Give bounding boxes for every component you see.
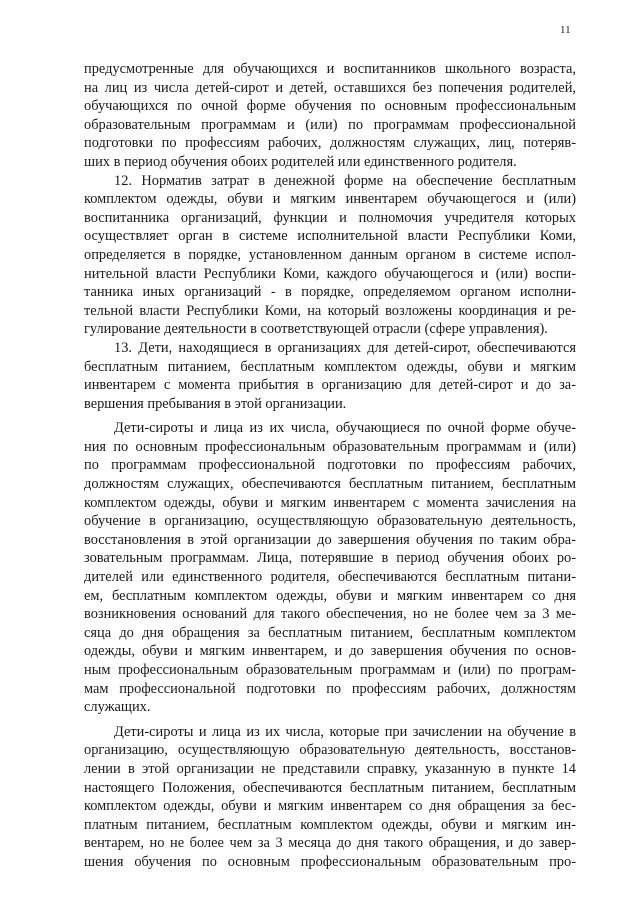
text-line: лении в этой организации не представили справку, указанную в пункте 14 (84, 760, 576, 777)
text-line: шения обучения по основным профессиональным образовательным про- (84, 853, 576, 870)
text-line: 13. Дети, находящиеся в организациях для детей-сирот, обеспечиваются (114, 339, 576, 356)
paragraph-13-orphans-education (84, 419, 576, 717)
text-line: по программам профессиональной подготовки по профессиям рабочих, (84, 457, 576, 474)
text-line: танника иных организаций - в порядке, определяемом органом исполни- (84, 284, 576, 301)
text-line: воспитанника организаций, функции и полномочия учредителя которых (84, 209, 576, 226)
text-line: бесплатным питанием, бесплатным комплектом одежды, обуви и мягким (84, 358, 576, 375)
text-line: мам профессиональной подготовки по профессиям рабочих, должностям (84, 680, 576, 697)
text-line: настоящего Положения, обеспечиваются бесплатным питанием, бесплатным (84, 779, 576, 796)
text-line: нительной власти Республики Коми, каждого обучающегося и (или) воспи- (84, 265, 576, 282)
text-line: вершения пребывания в этой организации. (84, 395, 347, 412)
text-line: ным профессиональным образовательным программам и (или) по програм- (84, 662, 576, 678)
text-line: восстановления в этой организации до завершения обучения по таким обра- (84, 531, 576, 548)
paragraph-13 (84, 339, 576, 413)
text-line: дителей или единственного родителя, обеспечиваются бесплатным питани- (84, 569, 576, 586)
text-line: предусмотренные для обучающихся и воспитанников школьного возраста, (84, 61, 576, 77)
paragraph-13-no-certificate (84, 723, 576, 872)
text-line: осуществляет орган в системе исполнительной власти Республики Коми, (84, 228, 576, 245)
text-line: обучающихся по очной форме обучения по основным профессиональным (84, 98, 576, 115)
text-line: ния по основным профессиональным образовательным программам и (или) (84, 438, 576, 455)
text-line: комплектом одежды, обуви и мягким инвентарем со дня обращения за бес- (84, 798, 576, 815)
paragraph-continuation (84, 60, 576, 172)
text-line: комплектом одежды, обуви и мягким инвентарем обучающегося и (или) (84, 191, 576, 208)
text-line: определяется в порядке, установленном данным органом в системе испол- (84, 246, 576, 263)
text-line: зовательным программам. Лица, потерявшие в период обучения обоих ро- (84, 550, 576, 567)
text-line: вентарем, но не более чем за 3 месяца до дня такого обращения, и до завер- (84, 835, 576, 852)
text-line: возникновения оснований для такого обеспечения, но не более чем за 3 ме- (84, 606, 576, 623)
text-line: гулирование деятельности в соответствующей отрасли (сфере управления). (84, 321, 548, 338)
text-line: Дети-сироты и лица из их числа, обучающиеся по очной форме обуче- (114, 420, 576, 437)
text-line: платным питанием, бесплатным комплектом одежды, обуви и мягким ин- (84, 816, 576, 833)
text-line: одежды, обуви и мягким инвентарем, и до завершения обучения по основ- (84, 643, 576, 660)
text-line: обучение в организацию, осуществляющую образовательную деятельность, (84, 513, 576, 530)
text-line: ших в период обучения обоих родителей или единственного родителя. (84, 153, 517, 170)
text-line: тельной власти Республики Коми, на который возложены координация и ре- (84, 302, 576, 319)
text-line: должностям служащих, обеспечиваются бесплатным питанием, бесплатным (84, 476, 576, 493)
text-line: организацию, осуществляющую образовательную деятельность, восстанов- (84, 742, 576, 759)
text-line: Дети-сироты и лица из их числа, которые при зачислении на обучение в (114, 723, 576, 740)
page-number: 11 (560, 24, 571, 36)
document-body (84, 60, 576, 872)
text-line: 12. Норматив затрат в денежной форме на обеспечение бесплатным (114, 172, 576, 189)
text-line: ем, бесплатным комплектом одежды, обуви и мягким инвентарем со дня (84, 587, 576, 604)
text-line: служащих. (84, 699, 151, 716)
text-line: комплектом одежды, обуви и мягким инвентарем с момента зачисления на (84, 494, 576, 511)
paragraph-12 (84, 172, 576, 339)
text-line: образовательным программам и (или) по программам профессиональной (84, 116, 576, 133)
text-line: инвентарем с момента прибытия в организацию для детей-сирот и до за- (84, 377, 576, 394)
text-line: подготовки по профессиям рабочих, должностям служащих, лиц, потеряв- (84, 135, 576, 152)
text-line: на лиц из числа детей-сирот и детей, оставшихся без попечения родителей, (84, 79, 576, 96)
text-line: сяца до дня обращения за бесплатным питанием, бесплатным комплектом (84, 624, 576, 641)
